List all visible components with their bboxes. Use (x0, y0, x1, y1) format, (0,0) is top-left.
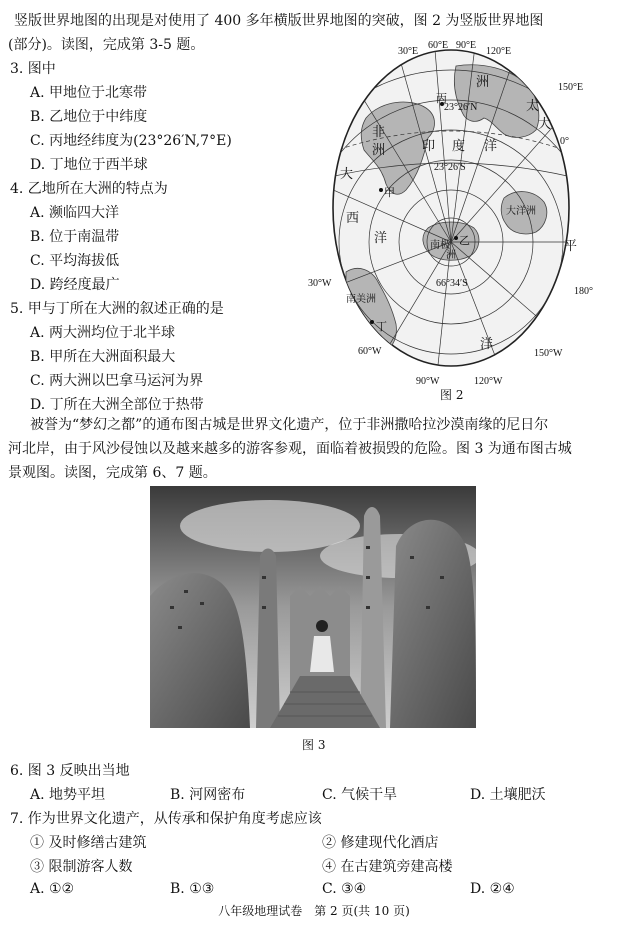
map-label-xi: 西 (346, 210, 360, 225)
photo-svg (150, 486, 476, 728)
map-label-nanmeizhou: 南美洲 (346, 294, 376, 305)
figure-2-caption: 图 2 (440, 388, 464, 402)
map-label-jia: 甲 (384, 187, 395, 199)
question-7-option-c[interactable]: C. ③④ (322, 881, 367, 897)
map-label-yang-indian: 洋 (484, 138, 498, 153)
point-jia-marker (379, 188, 383, 192)
map-label-lat6634s: 66°34′S (436, 278, 468, 289)
map-label-da-pacific: 大 (538, 116, 552, 131)
map-label-lon90e: 90°E (456, 40, 477, 51)
map-label-lon30e: 30°E (398, 46, 419, 57)
question-3-option-b[interactable]: B. 乙地位于中纬度 (30, 109, 148, 125)
question-5-option-d[interactable]: D. 丁所在大洲全部位于热带 (30, 397, 204, 413)
question-3-stem: 3. 图中 (10, 61, 56, 77)
map-label-lon150w: 150°W (534, 348, 563, 359)
map-label-lon120e: 120°E (486, 46, 512, 57)
map-label-du: 度 (452, 138, 466, 153)
question-7-statement-1: ① 及时修缮古建筑 (30, 835, 147, 851)
map-label-ding: 丁 (376, 321, 387, 333)
question-4-option-b[interactable]: B. 位于南温带 (30, 229, 120, 245)
point-yi-marker (454, 236, 458, 240)
map-label-lon60e: 60°E (428, 40, 449, 51)
question-5-stem: 5. 甲与丁所在大洲的叙述正确的是 (10, 301, 224, 317)
intro2-text-2: 河北岸，由于风沙侵蚀以及越来越多的游客参观，面临着被损毁的危险。图 3 为通布图古城 (8, 441, 572, 457)
map-label-nanji: 南极 (430, 240, 450, 251)
map-label-zero: 0° (560, 136, 569, 147)
map-label-zhou-africa: 洲 (372, 142, 386, 157)
figure-3-caption: 图 3 (302, 738, 326, 752)
map-label-tai: 太 (526, 98, 540, 113)
question-5-option-b[interactable]: B. 甲所在大洲面积最大 (30, 349, 176, 365)
question-3-option-d[interactable]: D. 丁地位于西半球 (30, 157, 148, 173)
map-label-lat2326n: 23°26′N (444, 102, 478, 113)
map-label-lat2326s: 23°26′S (434, 162, 466, 173)
question-7-option-a[interactable]: A. ①② (30, 881, 75, 897)
question-7-option-d[interactable]: D. ②④ (470, 881, 515, 897)
intro2-text-3: 景观图。读图，完成第 6、7 题。 (8, 465, 217, 481)
question-7-statement-2: ② 修建现代化酒店 (322, 835, 439, 851)
question-6-option-c[interactable]: C. 气候干旱 (322, 787, 398, 803)
map-label-yin: 印 (422, 138, 436, 153)
map-label-lon60w: 60°W (358, 346, 382, 357)
map-label-zhou-antarctica: 洲 (446, 250, 456, 261)
map-label-yi: 乙 (459, 235, 470, 247)
timbuktu-photo (150, 486, 476, 728)
map-label-lon90w: 90°W (416, 376, 440, 384)
map-label-lon120w: 120°W (474, 376, 503, 384)
question-4-option-a[interactable]: A. 濒临四大洋 (30, 205, 120, 221)
question-7-statement-4: ④ 在古建筑旁建高楼 (322, 859, 453, 875)
question-6-option-b[interactable]: B. 河网密布 (170, 787, 246, 803)
question-7-option-b[interactable]: B. ①③ (170, 881, 215, 897)
map-label-ping: 平 (564, 238, 578, 253)
map-label-bing: 丙 (436, 93, 447, 105)
intro-text-1: 竖版世界地图的出现是对使用了 400 多年横版世界地图的突破，图 2 为竖版世界地图 (14, 13, 544, 29)
map-svg (306, 38, 596, 384)
page-footer: 八年级地理试卷 第 2 页(共 10 页) (218, 904, 410, 918)
question-3-option-c[interactable]: C. 丙地经纬度为(23°26′N,7°E) (30, 133, 232, 149)
intro-text-2: (部分)。读图，完成第 3-5 题。 (8, 37, 205, 53)
question-7-statement-3: ③ 限制游客人数 (30, 859, 133, 875)
point-ding-marker (370, 320, 374, 324)
question-6-stem: 6. 图 3 反映出当地 (10, 763, 130, 779)
question-6-option-d[interactable]: D. 土壤肥沃 (470, 787, 546, 803)
map-label-lon30w: 30°W (308, 278, 332, 289)
map-label-fei: 非 (372, 124, 386, 139)
map-label-yang-atlantic: 洋 (374, 230, 388, 245)
map-label-lon150e: 150°E (558, 82, 584, 93)
question-3-option-a[interactable]: A. 甲地位于北寒带 (30, 85, 148, 101)
map-label-zhou-asia: 洲 (476, 74, 490, 89)
question-4-option-d[interactable]: D. 跨经度最广 (30, 277, 120, 293)
question-4-option-c[interactable]: C. 平均海拔低 (30, 253, 120, 269)
question-7-stem: 7. 作为世界文化遗产，从传承和保护角度考虑应该 (10, 811, 322, 827)
map-label-dayangzhou: 大洋洲 (506, 206, 536, 217)
question-5-option-a[interactable]: A. 两大洲均位于北半球 (30, 325, 176, 341)
map-label-lon180: 180° (574, 286, 593, 297)
map-label-da-atlantic: 大 (340, 166, 354, 181)
vertical-world-map-figure (306, 38, 596, 384)
question-5-option-c[interactable]: C. 两大洲以巴拿马运河为界 (30, 373, 204, 389)
question-6-option-a[interactable]: A. 地势平坦 (30, 787, 106, 803)
question-4-stem: 4. 乙地所在大洲的特点为 (10, 181, 168, 197)
map-label-yang-pacific: 洋 (480, 336, 494, 351)
intro2-text-1: 被誉为“梦幻之都”的通布图古城是世界文化遗产，位于非洲撒哈拉沙漠南缘的尼日尔 (30, 417, 549, 433)
